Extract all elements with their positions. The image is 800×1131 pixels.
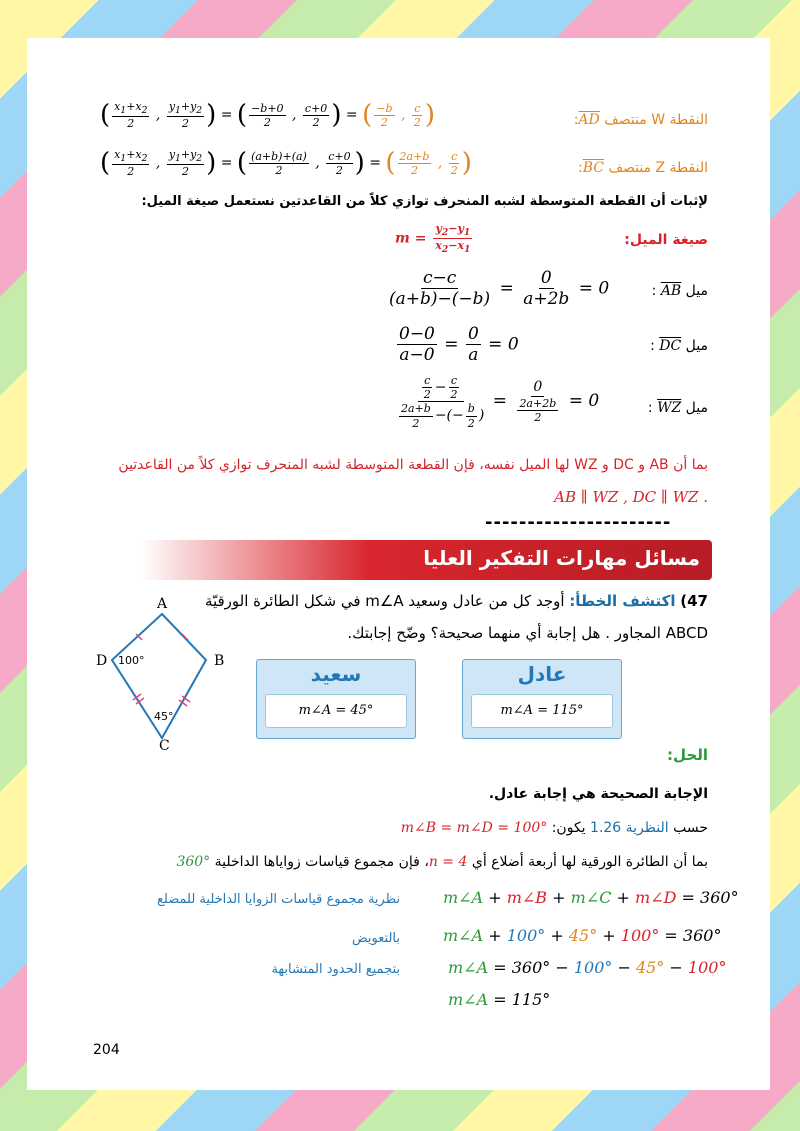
vertex-d: D (96, 653, 108, 669)
slope-wz-label: ميل WZ : (647, 400, 708, 416)
adel-answer-card (462, 659, 622, 739)
slope-ab-equation: $\frac{c-c}{(a+b)-(-b)}$ = $\frac{0}{a+2b}$ = 0 (389, 268, 610, 310)
proof-intro: لإثبات أن القطعة المتوسطة لشبه المنحرف توازي كلاً من القاعدتين نستعمل صيغة الميل: (141, 194, 708, 209)
step-1-equation: m∠A + m∠B + m∠C + m∠D = 360° (443, 888, 739, 907)
page-number: 204 (93, 1042, 120, 1058)
kite-sum-line: بما أن الطائرة الورقية لها أربعة أضلاع أي n = 4، فإن مجموع قياسات زواياها الداخلية 360° (176, 854, 708, 870)
step-1-reason: نظرية مجموع قياسات الزوايا الداخلية للمضلع (157, 892, 400, 907)
slope-formula-label: صيغة الميل: (624, 232, 708, 248)
saeed-name: سعيد (310, 662, 362, 686)
step-2-equation: m∠A + 100° + 45° + 100° = 360° (443, 926, 722, 945)
dashed-divider: ---------------------- (485, 512, 672, 533)
slope-dc-equation: $\frac{0-0}{a-0}$ = $\frac{0}{a}$ = 0 (399, 324, 519, 366)
slope-dc-label: ميل DC : (650, 338, 708, 354)
w-midpoint-equation: ( $\frac{x_1+x_2}{2}$ , $\frac{y_1+y_2}{2}$ ) = ( $\frac{-b+0}{2}$ , $\frac{c+0}{2}$ ) = ( $\frac{-b}{2}$ , $\frac{c}{2}$ ) (100, 100, 436, 131)
step-3-equation: m∠A = 360° − 100° − 45° − 100° (448, 958, 727, 977)
kite-diagram (90, 592, 230, 752)
solution-label: الحل: (667, 746, 708, 764)
adel-answer: m∠A = 115° (471, 694, 613, 728)
step-4-equation: m∠A = 115° (448, 990, 551, 1009)
slope-wz-equation: $\frac{c}{2}$ − $\frac{c}{2}$ $\frac{2a+b}{2}$ −(− $\frac{b}{2}$ ) = $\frac{0}{\frac{2a+2b}{2}}$ = 0 (401, 374, 600, 430)
conclusion-line-1: بما أن AB و DC و WZ لها الميل نفسه، فإن القطعة المتوسطة لشبه المنحرف توازي كلاً من القاعدتين (118, 457, 708, 473)
slope-formula: m = $\frac{y_2-y_1}{x_2-x_1}$ (395, 222, 471, 256)
z-midpoint-label: النقطة Z منتصف BC: (578, 160, 708, 176)
slope-ab-label: ميل AB : (651, 283, 708, 299)
vertex-b: B (214, 653, 225, 669)
solution-correct: الإجابة الصحيحة هي إجابة عادل. (488, 786, 708, 802)
section-banner (140, 540, 712, 580)
theorem-line: حسب النظرية 1.26 يكون: m∠B = m∠D = 100° (400, 820, 708, 836)
saeed-answer: m∠A = 45° (265, 694, 407, 728)
angle-d-label: 100° (118, 654, 145, 667)
problem-line-2: ABCD المجاور . هل إجابة أي منهما صحيحة؟ وضّح إجابتك. (347, 624, 708, 642)
angle-c-label: 45° (154, 710, 174, 723)
step-2-reason: بالتعويض (352, 931, 400, 946)
saeed-answer-card (256, 659, 416, 739)
vertex-a: A (157, 596, 168, 612)
vertex-c: C (159, 738, 170, 754)
conclusion-line-2: . AB ∥ WZ , DC ∥ WZ (554, 488, 708, 506)
adel-name: عادل (517, 662, 567, 686)
w-midpoint-label: النقطة W منتصف AD: (573, 112, 708, 128)
step-3-reason: بتجميع الحدود المتشابهة (271, 962, 400, 977)
section-title: مسائل مهارات التفكير العليا (423, 546, 700, 570)
z-midpoint-equation: ( $\frac{x_1+x_2}{2}$ , $\frac{y_1+y_2}{2}$ ) = ( $\frac{(a+b)+(a)}{2}$ , $\frac{c+0}{2}$ ) = ( $\frac{2a+b}{2}$ , $\frac{c}{2}$ ) (100, 148, 472, 179)
problem-line-1: 47) اكتشف الخطأ: أوجد كل من عادل وسعيد m∠A في شكل الطائرة الورقيّة (204, 592, 708, 610)
